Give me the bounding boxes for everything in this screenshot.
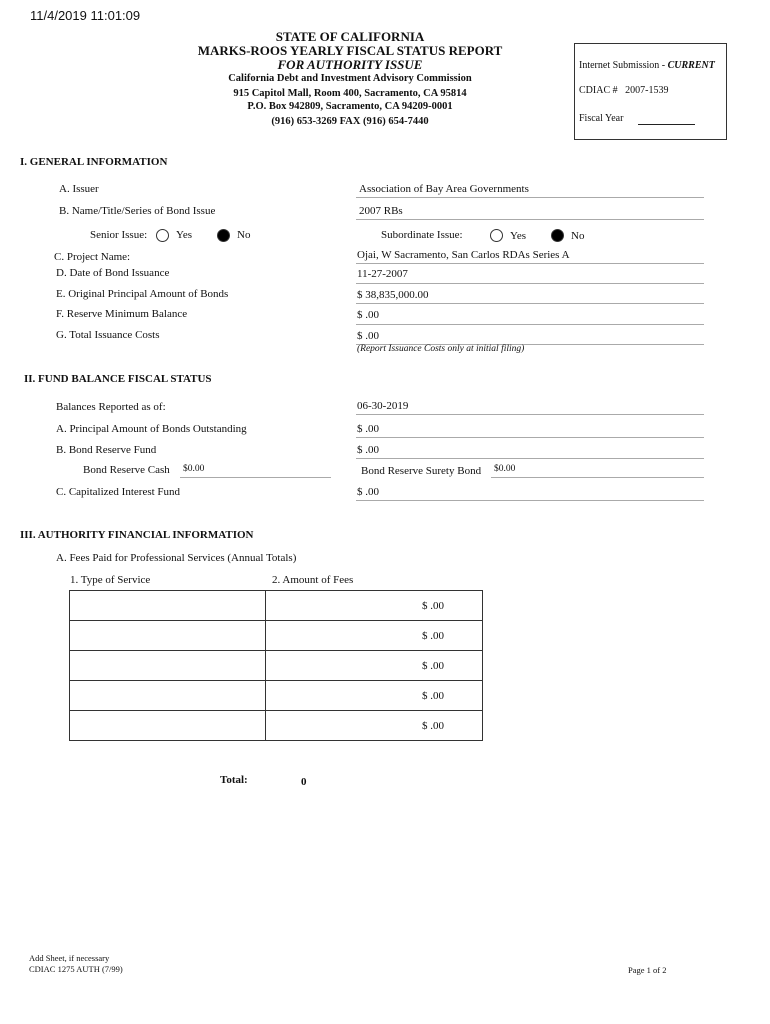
bond-name-underline <box>356 219 704 220</box>
service-cell[interactable] <box>70 711 266 741</box>
senior-issue-label: Senior Issue: <box>90 229 148 241</box>
section-general-title: I. GENERAL INFORMATION <box>20 156 168 168</box>
principal-label: E. Original Principal Amount of Bonds <box>56 288 229 300</box>
subordinate-no-radio[interactable] <box>551 229 564 242</box>
project-name-underline <box>356 263 704 264</box>
amount-cell[interactable]: $ .00 <box>266 621 483 651</box>
reserve-cash-underline <box>180 477 331 478</box>
surety-bond-value: $0.00 <box>494 464 516 474</box>
issuance-date-label: D. Date of Bond Issuance <box>56 267 170 279</box>
service-cell[interactable] <box>70 621 266 651</box>
header-phone: (916) 653-3269 FAX (916) 654-7440 <box>271 116 429 127</box>
reserve-fund-value: $ .00 <box>357 444 379 456</box>
balances-as-of-label: Balances Reported as of: <box>56 401 166 413</box>
cdiac-label: CDIAC # <box>579 85 618 96</box>
table-row <box>70 711 483 741</box>
section-authority-title: III. AUTHORITY FINANCIAL INFORMATION <box>20 529 254 541</box>
total-value: 0 <box>301 776 307 788</box>
table-row <box>70 591 483 621</box>
project-name-label: C. Project Name: <box>54 251 131 263</box>
add-sheet-note: Add Sheet, if necessary <box>29 953 110 963</box>
section-fund-title: II. FUND BALANCE FISCAL STATUS <box>24 373 212 385</box>
form-id: CDIAC 1275 AUTH (7/99) <box>29 964 123 974</box>
subordinate-yes-label: Yes <box>510 230 527 242</box>
bond-name-label: B. Name/Title/Series of Bond Issue <box>59 205 216 217</box>
issuer-label: A. Issuer <box>59 183 99 195</box>
submission-status <box>579 60 715 71</box>
subordinate-yes-radio[interactable] <box>490 229 503 242</box>
table-row <box>70 621 483 651</box>
subordinate-issue-label: Subordinate Issue: <box>381 229 463 241</box>
reserve-fund-label: B. Bond Reserve Fund <box>56 444 157 456</box>
reserve-min-underline <box>356 324 704 325</box>
fees-table <box>69 590 483 741</box>
principal-value: $ 38,835,000.00 <box>357 289 429 301</box>
service-cell[interactable] <box>70 681 266 711</box>
amount-of-fees-header: 2. Amount of Fees <box>272 574 354 586</box>
project-name-value: Ojai, W Sacramento, San Carlos RDAs Series A <box>357 249 570 261</box>
service-cell[interactable] <box>70 651 266 681</box>
outstanding-underline <box>356 437 704 438</box>
cdiac-number <box>579 85 668 96</box>
service-cell[interactable] <box>70 591 266 621</box>
surety-bond-underline <box>491 477 704 478</box>
print-timestamp: 11/4/2019 11:01:09 <box>30 8 141 23</box>
submission-value: CURRENT <box>667 60 715 71</box>
type-of-service-header: 1. Type of Service <box>70 574 151 586</box>
senior-no-label: No <box>237 229 251 241</box>
reserve-cash-label: Bond Reserve Cash <box>83 464 170 476</box>
reserve-fund-underline <box>356 458 704 459</box>
balances-underline <box>356 414 704 415</box>
fiscal-year-label: Fiscal Year <box>579 113 624 124</box>
capitalized-interest-value: $ .00 <box>357 486 379 498</box>
issuer-underline <box>356 197 704 198</box>
senior-no-radio[interactable] <box>217 229 230 242</box>
header-commission: California Debt and Investment Advisory Commission <box>228 73 472 84</box>
outstanding-value: $ .00 <box>357 423 379 435</box>
issuance-costs-label: G. Total Issuance Costs <box>56 329 160 341</box>
amount-cell[interactable]: $ .00 <box>266 591 483 621</box>
table-row <box>70 681 483 711</box>
total-label: Total: <box>220 774 248 786</box>
issuance-costs-value: $ .00 <box>357 330 379 342</box>
amount-cell[interactable]: $ .00 <box>266 681 483 711</box>
table-row <box>70 651 483 681</box>
reserve-cash-value: $0.00 <box>183 464 205 474</box>
submission-label: Internet Submission - <box>579 60 668 71</box>
outstanding-label: A. Principal Amount of Bonds Outstanding <box>56 423 247 435</box>
reserve-min-label: F. Reserve Minimum Balance <box>56 308 188 320</box>
balances-as-of-value: 06-30-2019 <box>357 400 409 412</box>
reserve-min-value: $ .00 <box>357 309 379 321</box>
issuance-date-underline <box>356 283 704 284</box>
issuance-date-value: 11-27-2007 <box>357 268 408 280</box>
amount-cell[interactable]: $ .00 <box>266 711 483 741</box>
fiscal-year-field[interactable] <box>638 124 695 125</box>
capitalized-interest-label: C. Capitalized Interest Fund <box>56 486 181 498</box>
amount-cell[interactable]: $ .00 <box>266 651 483 681</box>
header-state: STATE OF CALIFORNIA <box>275 29 425 44</box>
capitalized-interest-underline <box>356 500 704 501</box>
senior-yes-label: Yes <box>176 229 193 241</box>
subordinate-no-label: No <box>571 230 585 242</box>
bond-name-value: 2007 RBs <box>359 205 403 217</box>
fees-paid-label: A. Fees Paid for Professional Services (Annual Totals) <box>56 552 297 564</box>
principal-underline <box>356 303 704 304</box>
senior-yes-radio[interactable] <box>156 229 169 242</box>
issuance-costs-note: (Report Issuance Costs only at initial filing) <box>357 344 525 354</box>
header-report-title: MARKS-ROOS YEARLY FISCAL STATUS REPORT <box>197 43 503 58</box>
page-number: Page 1 of 2 <box>628 965 667 975</box>
header-pobox: P.O. Box 942809, Sacramento, CA 94209-0001 <box>247 101 453 112</box>
issuer-value: Association of Bay Area Governments <box>359 183 529 195</box>
cdiac-value: 2007-1539 <box>625 85 669 96</box>
surety-bond-label: Bond Reserve Surety Bond <box>361 465 482 477</box>
header-subtitle: FOR AUTHORITY ISSUE <box>277 57 423 72</box>
header-address: 915 Capitol Mall, Room 400, Sacramento, CA 95814 <box>233 88 467 99</box>
